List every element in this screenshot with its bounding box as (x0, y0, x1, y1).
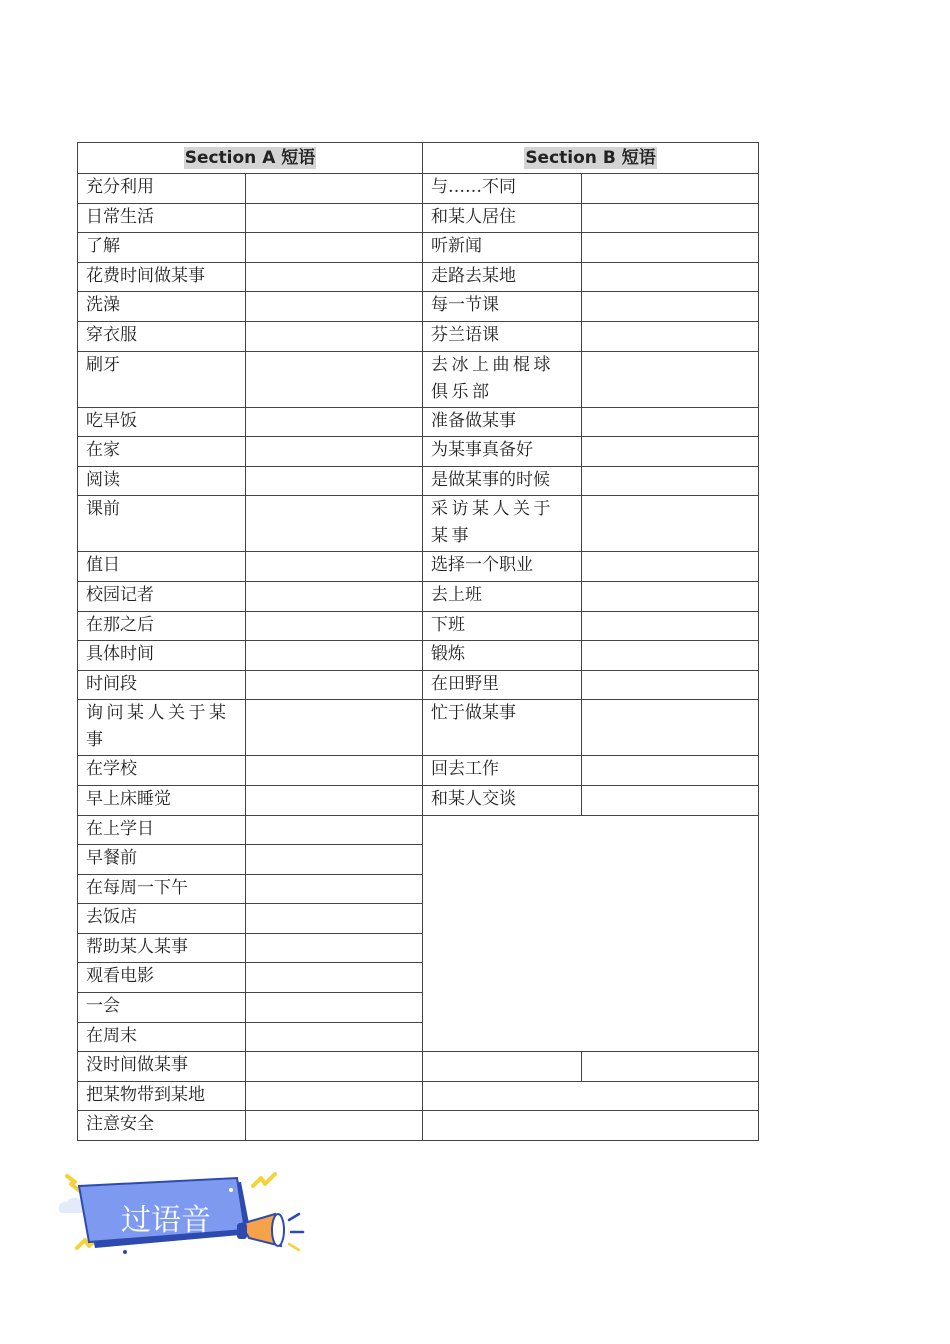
answer-a[interactable] (246, 407, 423, 437)
empty-cell (582, 1052, 759, 1082)
banner-title: 过语音 (121, 1203, 211, 1238)
answer-b[interactable] (582, 466, 759, 496)
phrase-a: 了解 (78, 233, 246, 263)
answer-b[interactable] (582, 351, 759, 407)
answer-b[interactable] (582, 552, 759, 582)
phrase-a: 值日 (78, 552, 246, 582)
spark-icon (253, 1174, 275, 1186)
answer-a[interactable] (246, 233, 423, 263)
answer-b[interactable] (582, 581, 759, 611)
phrase-b: 与……不同 (423, 174, 582, 204)
answer-a[interactable] (246, 1111, 423, 1141)
table-row (78, 466, 759, 496)
phrase-b: 锻炼 (423, 641, 582, 671)
table-row (78, 1081, 759, 1111)
answer-b[interactable] (582, 785, 759, 815)
phrase-b: 选择一个职业 (423, 552, 582, 582)
answer-a[interactable] (246, 262, 423, 292)
phrase-a: 在学校 (78, 756, 246, 786)
table-row (78, 437, 759, 467)
answer-a[interactable] (246, 321, 423, 351)
table-row (78, 292, 759, 322)
answer-a[interactable] (246, 874, 423, 904)
phrase-a: 充分利用 (78, 174, 246, 204)
phrase-b: 回去工作 (423, 756, 582, 786)
answer-b[interactable] (582, 670, 759, 700)
answer-a[interactable] (246, 785, 423, 815)
empty-cell (423, 1052, 582, 1082)
answer-a[interactable] (246, 581, 423, 611)
phrase-a: 询问某人关于某事 (78, 700, 246, 756)
empty-cell (423, 1081, 759, 1111)
phrase-a: 具体时间 (78, 641, 246, 671)
table-row (78, 203, 759, 233)
answer-a[interactable] (246, 351, 423, 407)
answer-b[interactable] (582, 407, 759, 437)
answer-a[interactable] (246, 611, 423, 641)
table-row (78, 496, 759, 552)
phrase-table (77, 142, 759, 1141)
phrase-a: 课前 (78, 496, 246, 552)
answer-a[interactable] (246, 700, 423, 756)
empty-merged-cell (423, 815, 759, 1052)
phrase-b: 准备做某事 (423, 407, 582, 437)
phrase-a: 在那之后 (78, 611, 246, 641)
table-row (78, 611, 759, 641)
phrase-a: 在周末 (78, 1022, 246, 1052)
table-row (78, 581, 759, 611)
phrase-b: 是做某事的时候 (423, 466, 582, 496)
answer-a[interactable] (246, 292, 423, 322)
phrase-a: 去饭店 (78, 904, 246, 934)
answer-b[interactable] (582, 437, 759, 467)
table-row (78, 815, 759, 845)
answer-a[interactable] (246, 1052, 423, 1082)
phrase-a: 注意安全 (78, 1111, 246, 1141)
table-header-row (78, 143, 759, 174)
table-row (78, 351, 759, 407)
answer-b[interactable] (582, 496, 759, 552)
answer-a[interactable] (246, 466, 423, 496)
phrase-a: 日常生活 (78, 203, 246, 233)
phrase-a: 花费时间做某事 (78, 262, 246, 292)
answer-a[interactable] (246, 203, 423, 233)
answer-a[interactable] (246, 496, 423, 552)
section-b-header: Section B 短语 (423, 143, 759, 174)
table-row (78, 552, 759, 582)
answer-b[interactable] (582, 321, 759, 351)
empty-cell (423, 1111, 759, 1141)
phrase-a: 没时间做某事 (78, 1052, 246, 1082)
section-banner (55, 1168, 305, 1263)
phrase-b: 为某事真备好 (423, 437, 582, 467)
table-row (78, 1111, 759, 1141)
phrase-b: 采访某人关于某事 (423, 496, 582, 552)
table-row (78, 670, 759, 700)
table-row (78, 641, 759, 671)
answer-b[interactable] (582, 700, 759, 756)
phrase-b: 听新闻 (423, 233, 582, 263)
phrase-a: 穿衣服 (78, 321, 246, 351)
phrase-a: 在每周一下午 (78, 874, 246, 904)
answer-b[interactable] (582, 641, 759, 671)
answer-a[interactable] (246, 174, 423, 204)
table-row (78, 407, 759, 437)
phrase-b: 去冰上曲棍球俱乐部 (423, 351, 582, 407)
phrase-a: 在上学日 (78, 815, 246, 845)
phrase-a: 时间段 (78, 670, 246, 700)
answer-a[interactable] (246, 933, 423, 963)
answer-a[interactable] (246, 1081, 423, 1111)
phrase-a: 观看电影 (78, 963, 246, 993)
answer-b[interactable] (582, 262, 759, 292)
answer-a[interactable] (246, 670, 423, 700)
section-a-header: Section A 短语 (78, 143, 423, 174)
answer-b[interactable] (582, 292, 759, 322)
table-row (78, 321, 759, 351)
phrase-b: 忙于做某事 (423, 700, 582, 756)
answer-a[interactable] (246, 993, 423, 1023)
phrase-a: 阅读 (78, 466, 246, 496)
phrase-b: 芬兰语课 (423, 321, 582, 351)
phrase-b: 在田野里 (423, 670, 582, 700)
answer-b[interactable] (582, 611, 759, 641)
phrase-a: 早上床睡觉 (78, 785, 246, 815)
phrase-a: 校园记者 (78, 581, 246, 611)
table-row (78, 756, 759, 786)
phrase-a: 刷牙 (78, 351, 246, 407)
phrase-b: 和某人居住 (423, 203, 582, 233)
table-row (78, 1052, 759, 1082)
answer-b[interactable] (582, 174, 759, 204)
table-row (78, 700, 759, 756)
phrase-a: 一会 (78, 993, 246, 1023)
answer-b[interactable] (582, 233, 759, 263)
answer-b[interactable] (582, 203, 759, 233)
phrase-a: 洗澡 (78, 292, 246, 322)
phrase-a: 吃早饭 (78, 407, 246, 437)
answer-a[interactable] (246, 756, 423, 786)
phrase-a: 在家 (78, 437, 246, 467)
answer-a[interactable] (246, 641, 423, 671)
answer-a[interactable] (246, 963, 423, 993)
answer-a[interactable] (246, 1022, 423, 1052)
phrase-b: 走路去某地 (423, 262, 582, 292)
answer-a[interactable] (246, 437, 423, 467)
phrase-a: 早餐前 (78, 845, 246, 875)
phrase-b: 去上班 (423, 581, 582, 611)
answer-a[interactable] (246, 815, 423, 845)
answer-b[interactable] (582, 756, 759, 786)
phrase-b: 下班 (423, 611, 582, 641)
phrase-b: 每一节课 (423, 292, 582, 322)
table-row (78, 174, 759, 204)
answer-a[interactable] (246, 552, 423, 582)
phrase-a: 把某物带到某地 (78, 1081, 246, 1111)
phrase-a: 帮助某人某事 (78, 933, 246, 963)
answer-a[interactable] (246, 904, 423, 934)
answer-a[interactable] (246, 845, 423, 875)
table-row (78, 233, 759, 263)
table-row (78, 262, 759, 292)
phrase-b: 和某人交谈 (423, 785, 582, 815)
table-row (78, 785, 759, 815)
